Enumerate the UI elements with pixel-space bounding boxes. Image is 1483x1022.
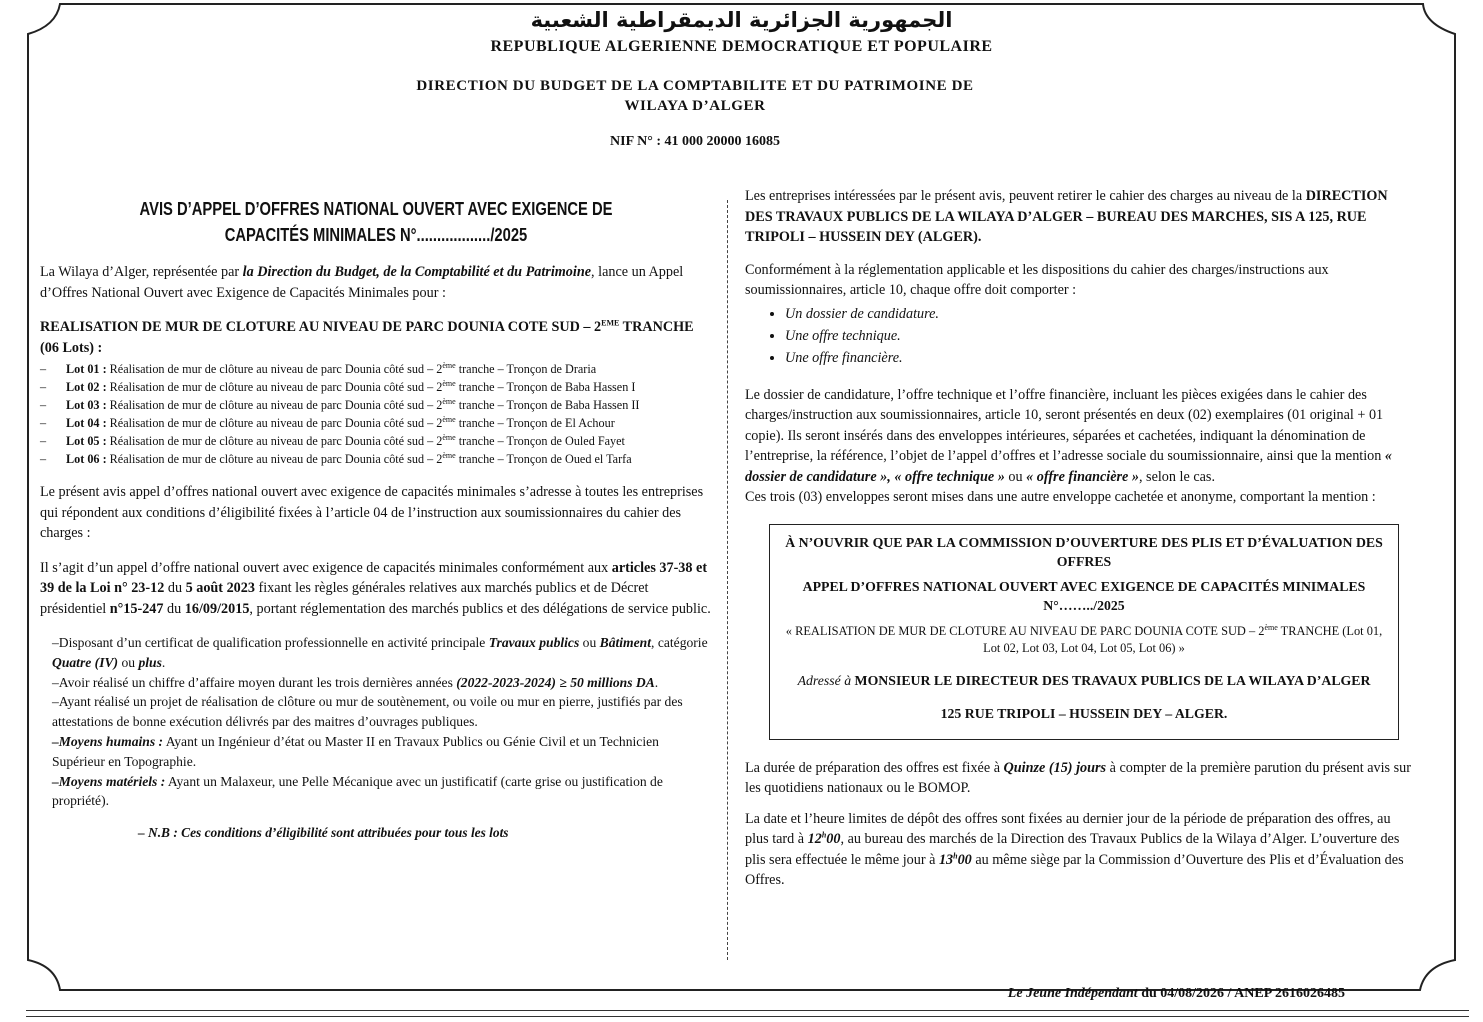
lot-item: [40, 396, 712, 414]
lot-item: [40, 360, 712, 378]
lot-text: Réalisation de mur de clôture au niveau de parc Dounia côté sud – 2: [106, 452, 443, 466]
lot-label: Lot 05 :: [66, 434, 107, 448]
opening-hour-sup: h: [953, 850, 958, 860]
duration-text: à compter de la première parution du présent avis sur les quotidiens nationaux ou le BOMOP.: [745, 759, 1411, 796]
requirement-human: [52, 732, 712, 772]
box-line-address: 125 RUE TRIPOLI – HUSSEIN DEY – ALGER.: [940, 705, 1228, 721]
header-republic: REPUBLIQUE ALGERIENNE DEMOCRATIQUE ET POPULAIRE: [490, 38, 993, 55]
deadline-hour: 12: [807, 831, 822, 847]
deadline-text: La date et l’heure limites de dépôt des offres sont fixées au dernier jour de la période de préparation des offres, au plus tard à: [745, 810, 1391, 847]
opening-minutes: 00: [957, 851, 972, 868]
header-nif: NIF N° : 41 000 20000 16085: [610, 134, 780, 149]
lot-sup: ème: [442, 432, 456, 442]
deadline-minutes: 00: [826, 831, 841, 847]
requirement-turnover: [52, 673, 712, 693]
project-title-sup: EME: [601, 318, 620, 328]
box-project-b: TRANCHE (Lot 01, Lot 02, Lot 03, Lot 04, Lot 05, Lot 06) »: [983, 623, 1383, 655]
lot-item: [40, 432, 712, 450]
lot-text: Réalisation de mur de clôture au niveau de parc Dounia côté sud – 2: [106, 380, 443, 394]
intro-direction: la Direction du Budget, de la Comptabilité et du Patrimoine: [242, 264, 592, 280]
req-text: –Avoir réalisé un chiffre d’affaire moyen durant les trois dernières années: [52, 674, 457, 690]
requirement-qualification: [52, 633, 712, 673]
requirement-references: –Ayant réalisé un projet de réalisation de clôture ou mur de soutènement, ou voile ou mur en pierre, justifiés par des attestations de bonne exécution délivrés par des maitres d’ouvrages publiques.: [52, 694, 683, 730]
publication-footer: [1008, 986, 1345, 1002]
req-em: Quatre (IV): [52, 654, 119, 670]
req-text: ou: [579, 635, 600, 650]
req-text: Ayant un Ingénieur d’état ou Master II en Travaux Publics ou Génie Civil et un Technicien Supérieur en Topographie.: [52, 733, 659, 769]
req-em: Travaux publics: [488, 635, 580, 650]
offer-content-paragraph: Conformément à la réglementation applicable et les dispositions du cahier des charges/instructions aux soumissionnaires, article 10, chaque offre doit comporter :: [745, 261, 1329, 298]
box-line-addressee: [784, 671, 1384, 690]
header-direction-line1: DIRECTION DU BUDGET DE LA COMPTABILITE ET DU PATRIMOINE DE: [416, 78, 974, 94]
lot-text-end: tranche – Tronçon de Baba Hassen I: [455, 380, 636, 394]
withdrawal-text: Les entreprises intéressées par le présent avis, peuvent retirer le cahier des charges au niveau de la: [745, 188, 1306, 204]
left-column: [40, 196, 712, 844]
envelopes-text: Le dossier de candidature, l’offre technique et l’offre financière, incluant les pièces exigées dans le cahier des charges/instruction aux soumissionnaires, article 10, seront présentés en deux (02) exemplaires (01 original + 01 copie). Ils seront insérés dans des enveloppes intérieures, séparées et cachetées, indiquant la dénomination de l’entreprise, la référence, l’objet de l’appel d’offres et l’adresse sociale du soumissionnaire, ainsi que la mention: [745, 386, 1385, 464]
project-title-b: TRANCHE (06 Lots) :: [40, 319, 694, 356]
header-arabic: الجمهورية الجزائرية الديمقراطية الشعبية: [530, 8, 953, 32]
deadline-hour-sup: h: [821, 830, 827, 840]
duration-text: La durée de préparation des offres est fixée à: [745, 759, 1004, 776]
lot-text: Réalisation de mur de clôture au niveau de parc Dounia côté sud – 2: [106, 398, 443, 412]
envelopes-text: , selon le cas.: [1138, 468, 1215, 485]
lot-text: Réalisation de mur de clôture au niveau de parc Dounia côté sud – 2: [106, 362, 443, 376]
opening-hour: 13: [938, 851, 954, 868]
lot-item: [40, 450, 712, 468]
lot-label: Lot 03 :: [66, 398, 107, 412]
legal-date: 5 août 2023: [185, 580, 255, 596]
requirement-material: [52, 772, 712, 812]
intro-text: La Wilaya d’Alger, représentée par: [40, 264, 243, 280]
project-title: [40, 317, 712, 358]
requirements-list: [40, 633, 712, 811]
deadline-text: au même siège par la Commission d’Ouverture des Plis et d’Évaluation des Offres.: [745, 851, 1404, 888]
req-text: Ayant un Malaxeur, une Pelle Mécanique avec un justificatif (carte grise ou justification de propriété).: [52, 773, 663, 809]
legal-decree-date: 16/09/2015: [184, 600, 250, 617]
box-addressee-b: MONSIEUR LE DIRECTEUR DES TRAVAUX PUBLICS DE LA WILAYA D’ALGER: [851, 672, 1371, 688]
duration-paragraph: [745, 758, 1413, 799]
req-text: –Disposant d’un certificat de qualification professionnelle en activité principale: [52, 635, 489, 650]
box-project-sup: ème: [1264, 622, 1278, 632]
box-line-project: [784, 623, 1384, 657]
envelopes-em: « offre financière »: [1026, 468, 1139, 485]
lot-text: Réalisation de mur de clôture au niveau de parc Dounia côté sud – 2: [106, 434, 443, 448]
req-em: –Moyens humains :: [52, 733, 164, 749]
lot-text: Réalisation de mur de clôture au niveau de parc Dounia côté sud – 2: [106, 416, 443, 430]
footer-reference: du 04/08/2026 / ANEP 2616026485: [1137, 986, 1345, 1001]
bullet-item: • Un dossier de candidature.: [785, 303, 1413, 325]
lot-sup: ème: [442, 360, 456, 370]
legal-text: du: [164, 580, 186, 596]
header-direction: [340, 76, 1050, 116]
lot-text-end: tranche – Tronçon de Draria: [455, 362, 597, 376]
req-text: .: [654, 674, 659, 690]
lot-sup: ème: [442, 378, 456, 388]
footer-newspaper: Le Jeune Indépendant: [1007, 986, 1138, 1001]
req-em: –Moyens matériels :: [52, 773, 166, 789]
column-divider: [727, 200, 729, 960]
req-text: ou: [118, 654, 139, 670]
legal-text: du: [163, 600, 185, 617]
req-em: (2022-2023-2024) ≥ 50 millions DA: [456, 674, 655, 690]
legal-articles: articles 37-38 et 39 de la Loi n° 23-12: [40, 559, 708, 596]
box-addressee-a: Adressé à: [797, 672, 852, 688]
intro-text-end: , lance un Appel d’Offres National Ouvert avec Exigence de Capacités Minimales pour :: [40, 264, 684, 301]
eligibility-paragraph: Le présent avis appel d’offres national ouvert avec exigence de capacités minimales s’adresse à toutes les entreprises qui répondent aux conditions d’éligibilité fixées à l’article 04 de l’instruction aux soumissionnaires du cahier des charges :: [40, 484, 704, 541]
deadline-text: , au bureau des marchés de la Direction des Travaux Publics de la Wilaya d’Alger. L’ouverture des plis sera effectuée le même jour à: [745, 831, 1400, 868]
withdrawal-address: DIRECTION DES TRAVAUX PUBLICS DE LA WILAYA D’ALGER – BUREAU DES MARCHES, SIS A 125, RUE TRIPOLI – HUSSEIN DEY (ALGER).: [745, 188, 1388, 245]
legal-paragraph: [40, 558, 712, 620]
lot-text-end: tranche – Tronçon de Oued el Tarfa: [455, 452, 632, 466]
lot-sup: ème: [442, 450, 456, 460]
req-em: Bâtiment: [599, 635, 652, 650]
legal-text: , portant réglementation des marchés publics et des délégations de service public.: [249, 600, 711, 617]
lot-sup: ème: [442, 414, 456, 424]
envelopes-paragraph: [745, 385, 1413, 488]
lot-item: [40, 414, 712, 432]
envelopes-em: « dossier de candidature », « offre technique »: [745, 448, 1392, 485]
box-line-tender: APPEL D’OFFRES NATIONAL OUVERT AVEC EXIGENCE DE CAPACITÉS MINIMALES N°……../2025: [802, 578, 1366, 613]
box-line-commission: À N’OUVRIR QUE PAR LA COMMISSION D’OUVERTURE DES PLIS ET D’ÉVALUATION DES OFFRES: [785, 534, 1383, 569]
bullet-item: • Une offre financière.: [785, 347, 1413, 369]
lot-text-end: tranche – Tronçon de Ouled Fayet: [455, 434, 625, 448]
withdrawal-paragraph: [745, 186, 1413, 248]
envelopes-text: ou: [1004, 468, 1027, 485]
intro-paragraph: [40, 262, 712, 303]
req-em: plus: [138, 654, 162, 670]
legal-decree: n°15-247: [109, 600, 164, 617]
nota-bene: – N.B : Ces conditions d’éligibilité sont attribuées pour tous les lots: [138, 825, 509, 841]
legal-text: fixant les règles générales relatives aux marchés publics et de Décret présidentiel: [40, 580, 649, 617]
lot-item: [40, 378, 712, 396]
bullet-item: • Une offre technique.: [785, 325, 1413, 347]
req-text: , catégorie: [651, 635, 708, 650]
lots-list: [40, 360, 712, 468]
lot-text-end: tranche – Tronçon de Baba Hassen II: [455, 398, 640, 412]
right-column: [745, 186, 1413, 891]
req-text: .: [161, 654, 166, 670]
lot-label: Lot 06 :: [66, 452, 107, 466]
deadline-paragraph: [745, 809, 1413, 891]
lot-label: Lot 04 :: [66, 416, 107, 430]
envelope-mention-box: [769, 524, 1399, 740]
duration-em: Quinze (15) jours: [1003, 759, 1107, 776]
footer-rule-top: [26, 1010, 1469, 1011]
outer-envelope-paragraph: Ces trois (03) enveloppes seront mises dans une autre enveloppe cachetée et anonyme, comportant la mention :: [745, 489, 1376, 505]
footer-rule-bottom: [26, 1016, 1469, 1017]
lot-label: Lot 02 :: [66, 380, 107, 394]
notice-title: AVIS D’APPEL D’OFFRES NATIONAL OUVERT AVEC EXIGENCE DE CAPACITÉS MINIMALES N°................../2025: [139, 199, 613, 245]
box-project-a: « REALISATION DE MUR DE CLOTURE AU NIVEAU DE PARC DOUNIA COTE SUD – 2: [785, 623, 1265, 638]
header-direction-line2: WILAYA D’ALGER: [624, 98, 766, 114]
lot-text-end: tranche – Tronçon de El Achour: [455, 416, 615, 430]
legal-text: Il s’agit d’un appel d’offre national ouvert avec exigence de capacités minimales conformément aux: [40, 559, 612, 576]
lot-label: Lot 01 :: [66, 362, 107, 376]
lot-sup: ème: [442, 396, 456, 406]
offer-bullets: [745, 303, 1413, 369]
project-title-a: REALISATION DE MUR DE CLOTURE AU NIVEAU DE PARC DOUNIA COTE SUD – 2: [40, 319, 602, 335]
